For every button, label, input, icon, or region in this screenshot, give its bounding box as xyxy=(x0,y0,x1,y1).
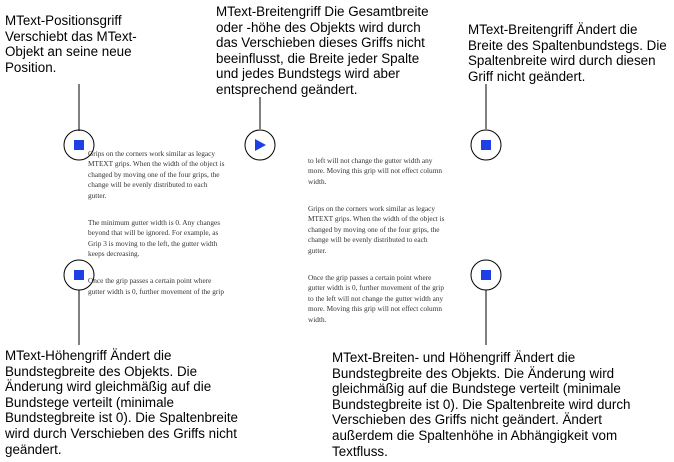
column-left-paragraph: The minimum gutter width is 0. Any changes beyond that will be ignored. For example, as Grip 3 is moving to the left, the gutter width keeps decreasing. xyxy=(88,217,221,258)
callout-width-height-grip: MText-Breiten- und Höhengriff Ändert die Bundstegbreite des Objekts. Die Änderung wird gleichmäßig auf die Bundstege verteilt (minimale Bundstegbreite ist 0). Die Spaltenbreite wird durch Verschieben des Griffs nicht geändert. Ändert außerdem die Spaltenhöhe in Abhängigkeit vom Textfluss. xyxy=(332,350,631,459)
triangle-grip-icon xyxy=(255,139,266,151)
callout-width-grip-total: MText-Breitengriff Die Gesamtbreite oder -höhe des Objekts wird durch das Verschieben dieses Griffs nicht beeinflusst, die Breite jeder Spalte und jedes Bundstegs wird aber entsprechend geändert. xyxy=(216,4,429,97)
square-grip-icon xyxy=(481,270,491,280)
square-grip-icon xyxy=(481,140,491,150)
square-grip-icon xyxy=(74,270,84,280)
column-left-paragraph: Once the grip passes a certain point where gutter width is 0, further movement of the grip xyxy=(88,276,224,296)
callout-width-grip-gutter: MText-Breitengriff Ändert die Breite des Spaltenbundstegs. Die Spaltenbreite wird durch diesen Griff nicht geändert. xyxy=(468,22,667,84)
column-right-paragraph: Grips on the corners work similar as legacy MTEXT grips. When the width of the object is changed by moving one of the four grips, the change will be evenly distributed to each gutter. xyxy=(308,203,445,255)
column-left-paragraph: Grips on the corners work similar as legacy MTEXT grips. When the width of the object is changed by moving one of the four grips, the change will be evenly distributed to each gutter. xyxy=(88,148,225,200)
column-right-paragraph: to left will not change the gutter width any more. Moving this grip will not effect column width. xyxy=(308,155,443,186)
callout-position-grip: MText-Positionsgriff Verschiebt das MText- Objekt an seine neue Position. xyxy=(5,13,137,75)
square-grip-icon xyxy=(74,140,84,150)
callout-height-grip: MText-Höhengriff Ändert die Bundstegbreite des Objekts. Die Änderung wird gleichmäßig auf die Bundstege verteilt (minimale Bundstegbreite ist 0). Die Spaltenbreite wird durch Verschieben des Griffs nicht geändert. xyxy=(5,348,238,457)
column-right-paragraph: Once the grip passes a certain point where gutter width is 0, further movement of the grip to the left will not change the gutter width any more. Moving this grip will not effect column width. xyxy=(308,272,444,324)
